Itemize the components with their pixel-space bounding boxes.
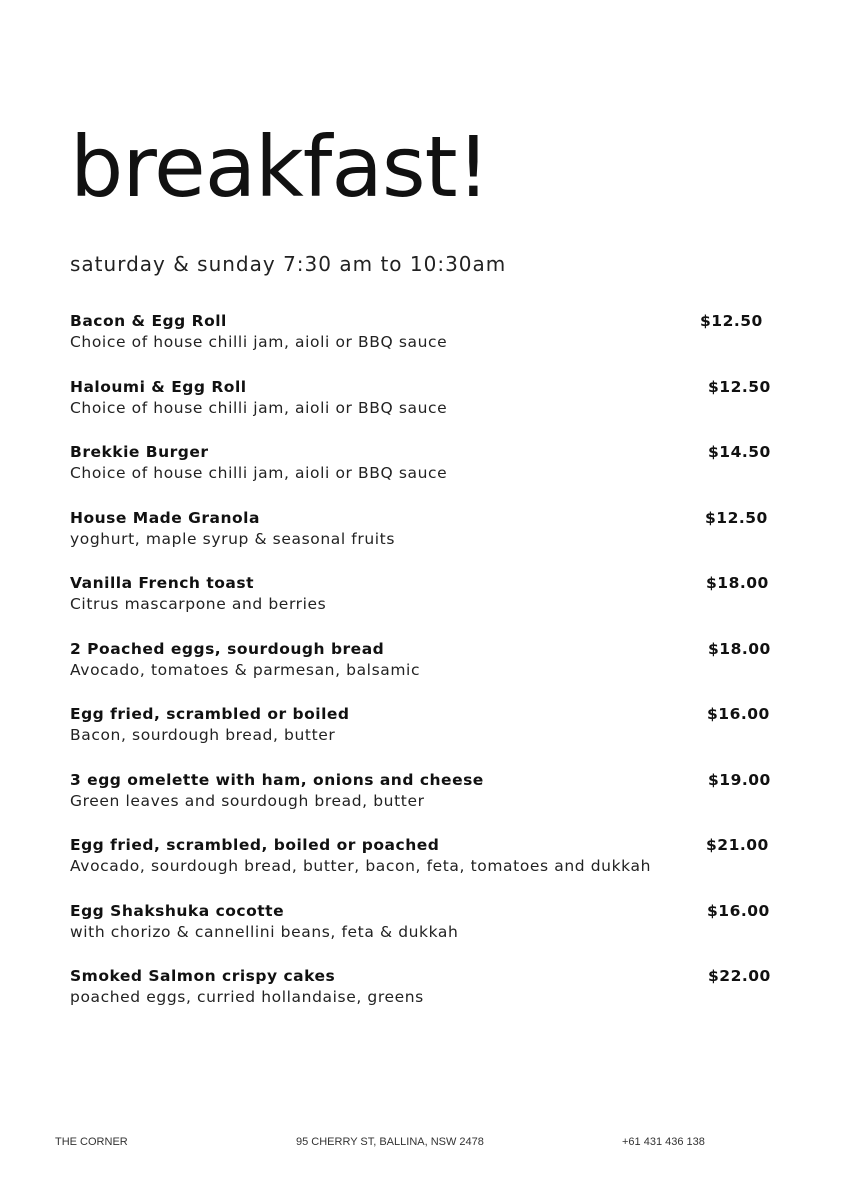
item-name: Vanilla French toast xyxy=(70,574,254,592)
item-price: $19.00 xyxy=(708,770,771,789)
item-description: Choice of house chilli jam, aioli or BBQ sauce xyxy=(70,398,448,417)
menu-item xyxy=(70,770,780,836)
item-name: Egg Shakshuka cocotte xyxy=(70,901,285,920)
item-price: $21.00 xyxy=(706,836,769,854)
item-name: Haloumi & Egg Roll xyxy=(70,377,247,396)
item-price: $16.00 xyxy=(707,705,770,723)
item-name: Smoked Salmon crispy cakes xyxy=(70,967,336,985)
item-name: Bacon & Egg Roll xyxy=(70,312,227,330)
item-description: Choice of house chilli jam, aioli or BBQ sauce xyxy=(70,464,448,482)
page-title: breakfast! xyxy=(70,118,490,216)
menu-item xyxy=(70,835,780,901)
item-name: Egg fried, scrambled or boiled xyxy=(70,705,350,723)
item-name: 2 Poached eggs, sourdough bread xyxy=(70,639,385,658)
item-description: Citrus mascarpone and berries xyxy=(70,595,327,613)
item-name: 3 egg omelette with ham, onions and cheese xyxy=(70,770,484,789)
item-price: $22.00 xyxy=(708,967,771,985)
item-price: $12.50 xyxy=(700,312,763,330)
item-name: Brekkie Burger xyxy=(70,443,209,461)
item-description: Avocado, tomatoes & parmesan, balsamic xyxy=(70,660,421,679)
item-name: Egg fried, scrambled, boiled or poached xyxy=(70,836,440,854)
footer-business-name: THE CORNER xyxy=(55,1136,128,1148)
footer-phone: +61 431 436 138 xyxy=(622,1136,705,1148)
item-description: with chorizo & cannellini beans, feta & dukkah xyxy=(70,922,459,941)
item-description: Bacon, sourdough bread, butter xyxy=(70,726,336,744)
item-price: $18.00 xyxy=(706,574,769,592)
menu-item xyxy=(70,639,780,705)
menu-list xyxy=(70,311,780,1032)
menu-item xyxy=(70,573,780,639)
item-price: $18.00 xyxy=(708,639,771,658)
item-name: House Made Granola xyxy=(70,508,260,527)
item-description: Choice of house chilli jam, aioli or BBQ sauce xyxy=(70,333,448,351)
item-description: yoghurt, maple syrup & seasonal fruits xyxy=(70,529,396,548)
item-price: $12.50 xyxy=(705,508,768,527)
menu-item xyxy=(70,966,780,1032)
opening-hours: saturday & sunday 7:30 am to 10:30am xyxy=(70,252,507,276)
menu-item xyxy=(70,901,780,967)
menu-item xyxy=(70,311,780,377)
menu-item xyxy=(70,704,780,770)
item-price: $14.50 xyxy=(708,443,771,461)
item-description: poached eggs, curried hollandaise, greens xyxy=(70,988,424,1006)
menu-item xyxy=(70,377,780,443)
menu-item xyxy=(70,442,780,508)
menu-item xyxy=(70,508,780,574)
item-description: Green leaves and sourdough bread, butter xyxy=(70,791,425,810)
item-price: $12.50 xyxy=(708,377,771,396)
footer-address: 95 CHERRY ST, BALLINA, NSW 2478 xyxy=(296,1136,484,1148)
item-description: Avocado, sourdough bread, butter, bacon, feta, tomatoes and dukkah xyxy=(70,857,651,875)
item-price: $16.00 xyxy=(707,901,770,920)
